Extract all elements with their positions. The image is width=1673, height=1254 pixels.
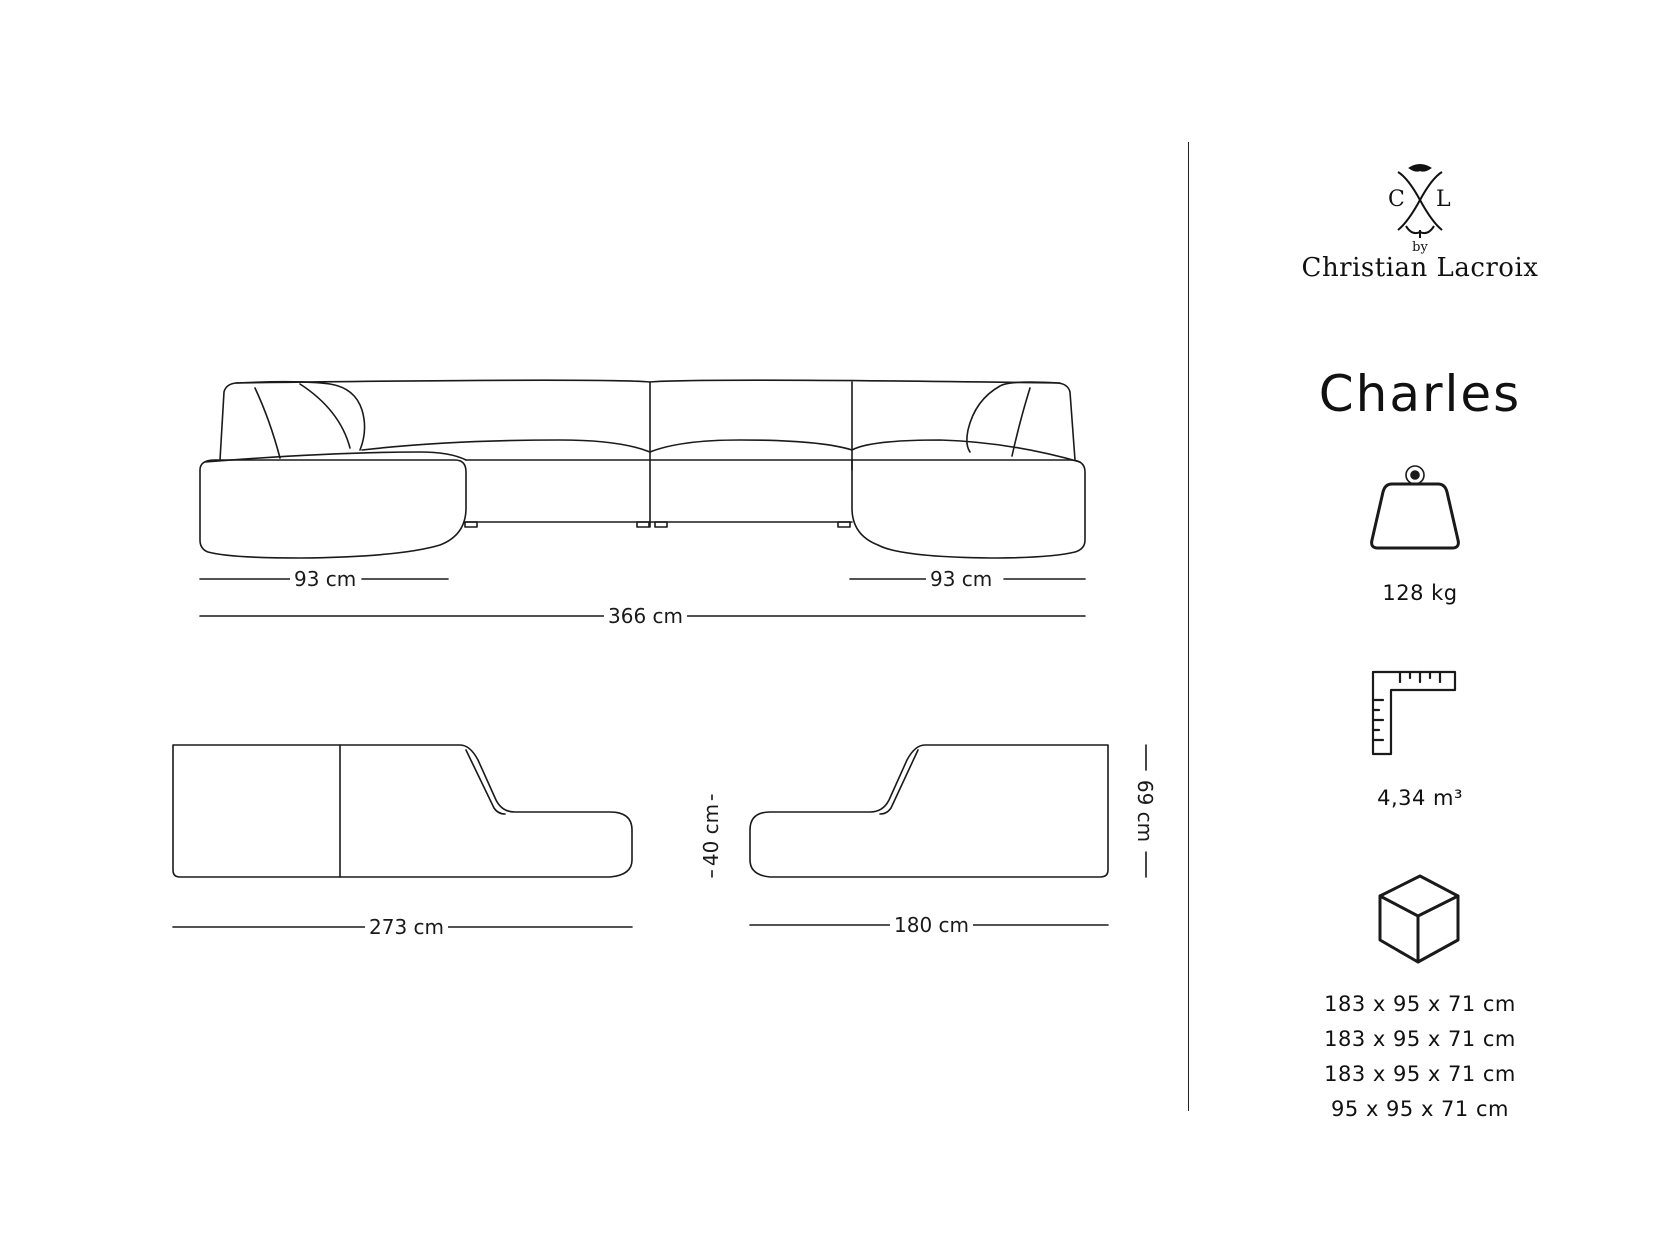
left-back-cushion	[255, 388, 280, 458]
volume-value: 4,34 m³	[1377, 786, 1463, 810]
side-right-outline	[750, 745, 1108, 877]
panel-divider	[1188, 142, 1189, 1111]
left-back-cushion-2	[300, 384, 350, 448]
brand-by: by	[1412, 240, 1428, 255]
dim-side-left-length: 273 cm	[365, 915, 448, 939]
back-top-line	[236, 380, 1060, 383]
side-view-left	[173, 745, 632, 877]
left-chaise-base	[200, 460, 466, 558]
right-back-cushion	[1012, 388, 1030, 456]
dim-front-right-chaise: 93 cm	[926, 567, 996, 591]
foot	[637, 522, 649, 527]
ruler-corner-icon	[1373, 672, 1455, 754]
dim-total-height: 69 cm	[1133, 776, 1157, 846]
product-title: Charles	[1318, 365, 1522, 423]
foot	[465, 522, 477, 527]
side-view-right	[750, 745, 1108, 877]
box-icon	[1380, 876, 1458, 962]
weight-value: 128 kg	[1382, 581, 1458, 605]
right-chaise-seat	[852, 440, 1080, 462]
brand-logo	[1380, 160, 1460, 240]
dim-seat-height: 40 cm	[699, 800, 723, 870]
package-dimensions-1: 183 x 95 x 71 cm	[1324, 992, 1516, 1016]
svg-text:L: L	[1436, 187, 1451, 212]
middle-seat-right	[650, 440, 852, 452]
brand-name: Christian Lacroix	[1301, 253, 1539, 283]
foot	[655, 522, 667, 527]
right-chaise-base	[852, 460, 1085, 558]
dim-side-right-length: 180 cm	[890, 913, 973, 937]
left-back	[220, 382, 365, 460]
side-left-outline	[173, 745, 632, 877]
middle-seat-left	[362, 440, 650, 452]
front-view	[200, 380, 1085, 558]
package-dimensions-2: 183 x 95 x 71 cm	[1324, 1027, 1516, 1051]
svg-text:C: C	[1388, 187, 1405, 212]
monogram-icon	[1380, 160, 1460, 240]
dim-front-left-chaise: 93 cm	[290, 567, 360, 591]
dim-front-total: 366 cm	[604, 604, 687, 628]
package-dimensions-3: 183 x 95 x 71 cm	[1324, 1062, 1516, 1086]
package-dimensions-4: 95 x 95 x 71 cm	[1331, 1097, 1509, 1121]
foot	[838, 522, 850, 527]
weight-icon	[1372, 466, 1459, 548]
